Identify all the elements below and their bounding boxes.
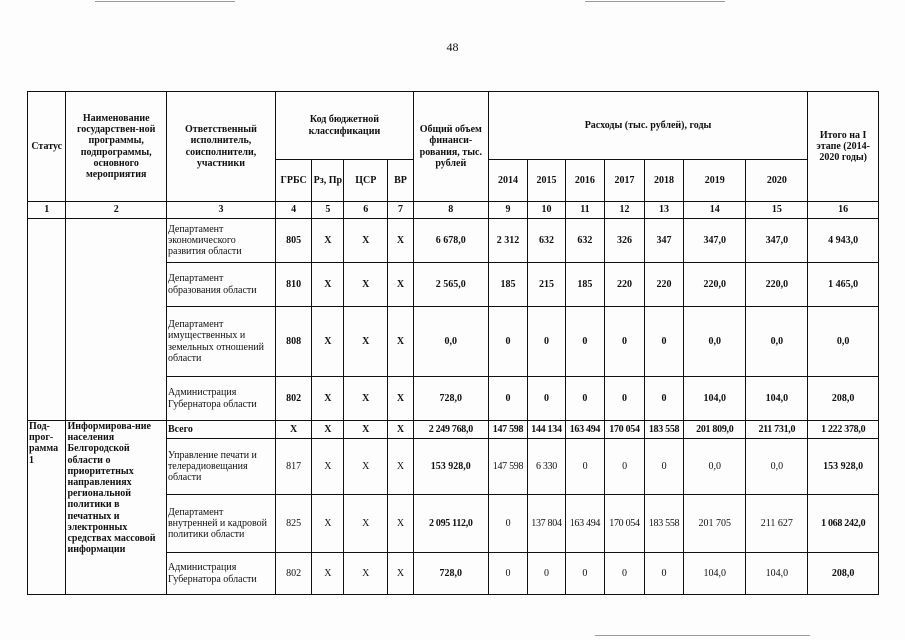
csr-cell: Х <box>344 439 388 495</box>
stage-total-cell: 153 928,0 <box>808 439 879 495</box>
column-number: 9 <box>488 202 528 219</box>
year-2017-cell: 170 054 <box>605 495 645 553</box>
rz-cell: Х <box>312 421 344 439</box>
header-name: Наименование государствен-ной программы, подпрограммы, основного мероприятия <box>66 92 166 202</box>
vr-cell: Х <box>388 553 414 595</box>
column-number: 12 <box>605 202 645 219</box>
column-number: 15 <box>746 202 808 219</box>
grbs-cell: 825 <box>275 495 311 553</box>
year-2018-cell: 347 <box>644 219 684 263</box>
year-2017-cell: 0 <box>605 553 645 595</box>
year-2015-cell: 0 <box>528 553 565 595</box>
column-number: 13 <box>644 202 684 219</box>
header-rz-pr: Рз, Пр <box>312 160 344 202</box>
csr-cell: Х <box>344 307 388 377</box>
total-cell: 728,0 <box>413 553 488 595</box>
csr-cell: Х <box>344 421 388 439</box>
executor-cell: Департамент экономического развития области <box>166 219 275 263</box>
total-cell: 728,0 <box>413 377 488 421</box>
year-2014-cell: 2 312 <box>488 219 528 263</box>
year-2018-cell: 220 <box>644 263 684 307</box>
total-cell: 0,0 <box>413 307 488 377</box>
year-2015-cell: 144 134 <box>528 421 565 439</box>
executor-cell: Администрация Губернатора области <box>166 553 275 595</box>
grbs-cell: 805 <box>275 219 311 263</box>
grbs-cell: 802 <box>275 377 311 421</box>
csr-cell: Х <box>344 495 388 553</box>
column-number: 8 <box>413 202 488 219</box>
scan-line <box>585 1 725 2</box>
year-2015-cell: 632 <box>528 219 565 263</box>
year-2016-cell: 185 <box>565 263 605 307</box>
year-2019-cell: 201 705 <box>684 495 746 553</box>
stage-total-cell: 208,0 <box>808 377 879 421</box>
header-grbs: ГРБС <box>275 160 311 202</box>
year-2014-cell: 147 598 <box>488 421 528 439</box>
column-number: 1 <box>28 202 66 219</box>
vr-cell: Х <box>388 307 414 377</box>
year-2018-cell: 0 <box>644 439 684 495</box>
header-csr: ЦСР <box>344 160 388 202</box>
grbs-cell: 810 <box>275 263 311 307</box>
header-executor: Ответственный исполнитель, соисполнители, участники <box>166 92 275 202</box>
header-year: 2014 <box>488 160 528 202</box>
rz-cell: Х <box>312 439 344 495</box>
column-number: 16 <box>808 202 879 219</box>
year-2016-cell: 0 <box>565 553 605 595</box>
year-2017-cell: 0 <box>605 439 645 495</box>
year-2015-cell: 0 <box>528 377 565 421</box>
subprogram-name-cell: Информирова-ние населения Белгородской области о приоритетных направлениях региональной политики в печатных и электронных средствах массовой информации <box>66 421 166 595</box>
grbs-cell: 817 <box>275 439 311 495</box>
column-number: 10 <box>528 202 565 219</box>
year-2016-cell: 163 494 <box>565 421 605 439</box>
year-2019-cell: 220,0 <box>684 263 746 307</box>
year-2014-cell: 0 <box>488 495 528 553</box>
year-2015-cell: 0 <box>528 307 565 377</box>
year-2020-cell: 211 731,0 <box>746 421 808 439</box>
year-2017-cell: 326 <box>605 219 645 263</box>
header-year: 2020 <box>746 160 808 202</box>
header-status: Статус <box>28 92 66 202</box>
year-2019-cell: 104,0 <box>684 377 746 421</box>
grbs-cell: Х <box>275 421 311 439</box>
total-cell: 2 095 112,0 <box>413 495 488 553</box>
rz-cell: Х <box>312 307 344 377</box>
column-number: 4 <box>275 202 311 219</box>
header-stage-total: Итого на I этапе (2014-2020 годы) <box>808 92 879 202</box>
budget-table <box>27 91 879 595</box>
column-number: 2 <box>66 202 166 219</box>
total-cell: 2 565,0 <box>413 263 488 307</box>
header-total-volume: Общий объем финанси-рования, тыс. рублей <box>413 92 488 202</box>
year-2014-cell: 0 <box>488 307 528 377</box>
year-2016-cell: 0 <box>565 307 605 377</box>
year-2015-cell: 215 <box>528 263 565 307</box>
year-2016-cell: 0 <box>565 439 605 495</box>
column-number-row <box>28 202 879 219</box>
year-2018-cell: 0 <box>644 307 684 377</box>
year-2017-cell: 0 <box>605 307 645 377</box>
year-2015-cell: 137 804 <box>528 495 565 553</box>
year-2020-cell: 220,0 <box>746 263 808 307</box>
rz-cell: Х <box>312 263 344 307</box>
vr-cell: Х <box>388 377 414 421</box>
grbs-cell: 802 <box>275 553 311 595</box>
scan-line <box>595 635 810 636</box>
header-budget-code: Код бюджетной классификации <box>275 92 413 160</box>
executor-cell: Департамент внутренней и кадровой политики области <box>166 495 275 553</box>
year-2020-cell: 0,0 <box>746 439 808 495</box>
year-2019-cell: 0,0 <box>684 439 746 495</box>
header-year: 2016 <box>565 160 605 202</box>
rz-cell: Х <box>312 219 344 263</box>
total-cell: 153 928,0 <box>413 439 488 495</box>
year-2016-cell: 632 <box>565 219 605 263</box>
subprogram-status-cell: Под-прог-рамма 1 <box>28 421 66 595</box>
year-2014-cell: 185 <box>488 263 528 307</box>
vr-cell: Х <box>388 439 414 495</box>
year-2018-cell: 183 558 <box>644 495 684 553</box>
year-2017-cell: 0 <box>605 377 645 421</box>
header-year: 2019 <box>684 160 746 202</box>
column-number: 7 <box>388 202 414 219</box>
vr-cell: Х <box>388 421 414 439</box>
rz-cell: Х <box>312 553 344 595</box>
csr-cell: Х <box>344 263 388 307</box>
page-number: 48 <box>446 40 459 54</box>
year-2020-cell: 104,0 <box>746 377 808 421</box>
column-number: 14 <box>684 202 746 219</box>
year-2020-cell: 104,0 <box>746 553 808 595</box>
table-row <box>28 421 879 439</box>
year-2014-cell: 0 <box>488 377 528 421</box>
vr-cell: Х <box>388 219 414 263</box>
year-2015-cell: 6 330 <box>528 439 565 495</box>
executor-cell: Департамент имущественных и земельных отношений области <box>166 307 275 377</box>
executor-cell: Администрация Губернатора области <box>166 377 275 421</box>
table-row <box>28 219 879 263</box>
stage-total-cell: 0,0 <box>808 307 879 377</box>
stage-total-cell: 1 068 242,0 <box>808 495 879 553</box>
executor-cell: Департамент образования области <box>166 263 275 307</box>
stage-total-cell: 4 943,0 <box>808 219 879 263</box>
year-2019-cell: 347,0 <box>684 219 746 263</box>
column-number: 6 <box>344 202 388 219</box>
total-cell: 2 249 768,0 <box>413 421 488 439</box>
grbs-cell: 808 <box>275 307 311 377</box>
year-2018-cell: 0 <box>644 553 684 595</box>
year-2020-cell: 0,0 <box>746 307 808 377</box>
year-2018-cell: 0 <box>644 377 684 421</box>
header-year: 2017 <box>605 160 645 202</box>
stage-total-cell: 1 222 378,0 <box>808 421 879 439</box>
year-2020-cell: 211 627 <box>746 495 808 553</box>
year-2016-cell: 163 494 <box>565 495 605 553</box>
year-2017-cell: 220 <box>605 263 645 307</box>
year-2016-cell: 0 <box>565 377 605 421</box>
scan-line <box>95 1 235 2</box>
year-2014-cell: 147 598 <box>488 439 528 495</box>
year-2019-cell: 0,0 <box>684 307 746 377</box>
total-cell: 6 678,0 <box>413 219 488 263</box>
csr-cell: Х <box>344 219 388 263</box>
column-number: 3 <box>166 202 275 219</box>
year-2019-cell: 104,0 <box>684 553 746 595</box>
header-year: 2015 <box>528 160 565 202</box>
header-vr: ВР <box>388 160 414 202</box>
stage-total-cell: 208,0 <box>808 553 879 595</box>
column-number: 11 <box>565 202 605 219</box>
stage-total-cell: 1 465,0 <box>808 263 879 307</box>
header-expenses: Расходы (тыс. рублей), годы <box>488 92 808 160</box>
year-2019-cell: 201 809,0 <box>684 421 746 439</box>
status-cell <box>28 219 66 421</box>
column-number: 5 <box>312 202 344 219</box>
name-cell <box>66 219 166 421</box>
vr-cell: Х <box>388 263 414 307</box>
executor-cell: Всего <box>166 421 275 439</box>
year-2014-cell: 0 <box>488 553 528 595</box>
year-2018-cell: 183 558 <box>644 421 684 439</box>
header-year: 2018 <box>644 160 684 202</box>
csr-cell: Х <box>344 377 388 421</box>
year-2020-cell: 347,0 <box>746 219 808 263</box>
executor-cell: Управление печати и телерадиовещания области <box>166 439 275 495</box>
vr-cell: Х <box>388 495 414 553</box>
csr-cell: Х <box>344 553 388 595</box>
year-2017-cell: 170 054 <box>605 421 645 439</box>
rz-cell: Х <box>312 377 344 421</box>
rz-cell: Х <box>312 495 344 553</box>
